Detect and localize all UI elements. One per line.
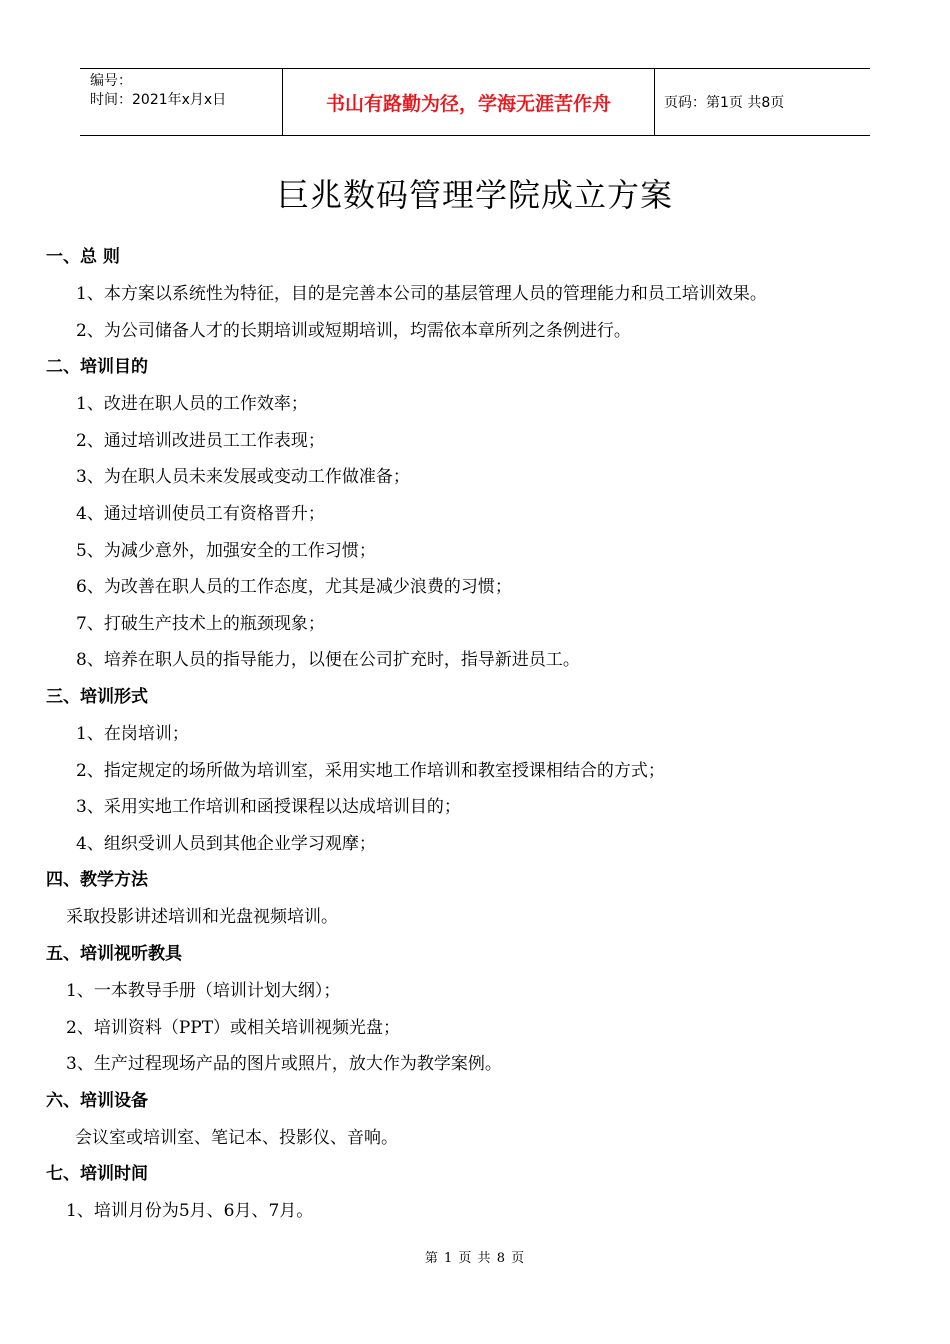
page-header [80, 68, 870, 136]
section-line: 2、通过培训改进员工工作表现； [76, 430, 325, 451]
section-line: 8、培养在职人员的指导能力，以便在公司扩充时，指导新进员工。 [76, 650, 580, 671]
section-line: 3、生产过程现场产品的图片或照片，放大作为教学案例。 [66, 1054, 502, 1075]
section-heading: 五、培训视听教具 [46, 943, 182, 964]
section-heading: 一、总 则 [46, 247, 120, 267]
section-line: 1、改进在职人员的工作效率； [76, 394, 308, 415]
header-page-label: 页码：第1页 共8页 [664, 95, 785, 111]
section-heading: 六、培训设备 [46, 1090, 148, 1111]
section-line: 7、打破生产技术上的瓶颈现象； [76, 613, 325, 634]
section-line: 4、组织受训人员到其他企业学习观摩； [76, 833, 376, 854]
section-heading: 三、培训形式 [46, 686, 148, 707]
number-label: 编号： [90, 73, 132, 89]
page-footer: 第 1 页 共 8 页 [424, 1251, 526, 1266]
section-line: 3、为在职人员未来发展或变动工作做准备； [76, 467, 410, 488]
header-meta [80, 69, 282, 135]
document-body [46, 245, 906, 1236]
section-line: 5、为减少意外，加强安全的工作习惯； [76, 540, 376, 561]
header-motto: 书山有路勤为径，学海无涯苦作舟 [282, 69, 655, 135]
section-heading: 四、教学方法 [46, 870, 148, 891]
section-heading: 二、培训目的 [46, 357, 148, 378]
section-line: 2、指定规定的场所做为培训室，采用实地工作培训和教室授课相结合的方式； [76, 760, 665, 781]
section-line: 1、在岗培训； [76, 723, 189, 744]
time-label: 时间：2021年x月x日 [90, 92, 227, 108]
section-line: 1、本方案以系统性为特征，目的是完善本公司的基层管理人员的管理能力和员工培训效果。 [76, 284, 767, 304]
section-line: 4、通过培训使员工有资格晋升； [76, 503, 325, 524]
section-line: 采取投影讲述培训和光盘视频培训。 [66, 907, 338, 928]
section-heading: 七、培训时间 [46, 1164, 148, 1185]
section-line: 2、培训资料（PPT）或相关培训视频光盘； [66, 1017, 401, 1038]
document-title: 巨兆数码管理学院成立方案 [276, 176, 673, 214]
section-line: 1、一本教导手册（培训计划大纲）； [66, 980, 341, 1001]
section-line: 会议室或培训室、笔记本、投影仪、音响。 [75, 1127, 398, 1148]
section-line: 2、为公司储备人才的长期培训或短期培训，均需依本章所列之条例进行。 [76, 320, 631, 341]
section-line: 6、为改善在职人员的工作态度，尤其是减少浪费的习惯； [76, 577, 512, 598]
section-line: 1、培训月份为5月、6月、7月。 [66, 1201, 314, 1222]
section-line: 3、采用实地工作培训和函授课程以达成培训目的； [76, 797, 461, 818]
